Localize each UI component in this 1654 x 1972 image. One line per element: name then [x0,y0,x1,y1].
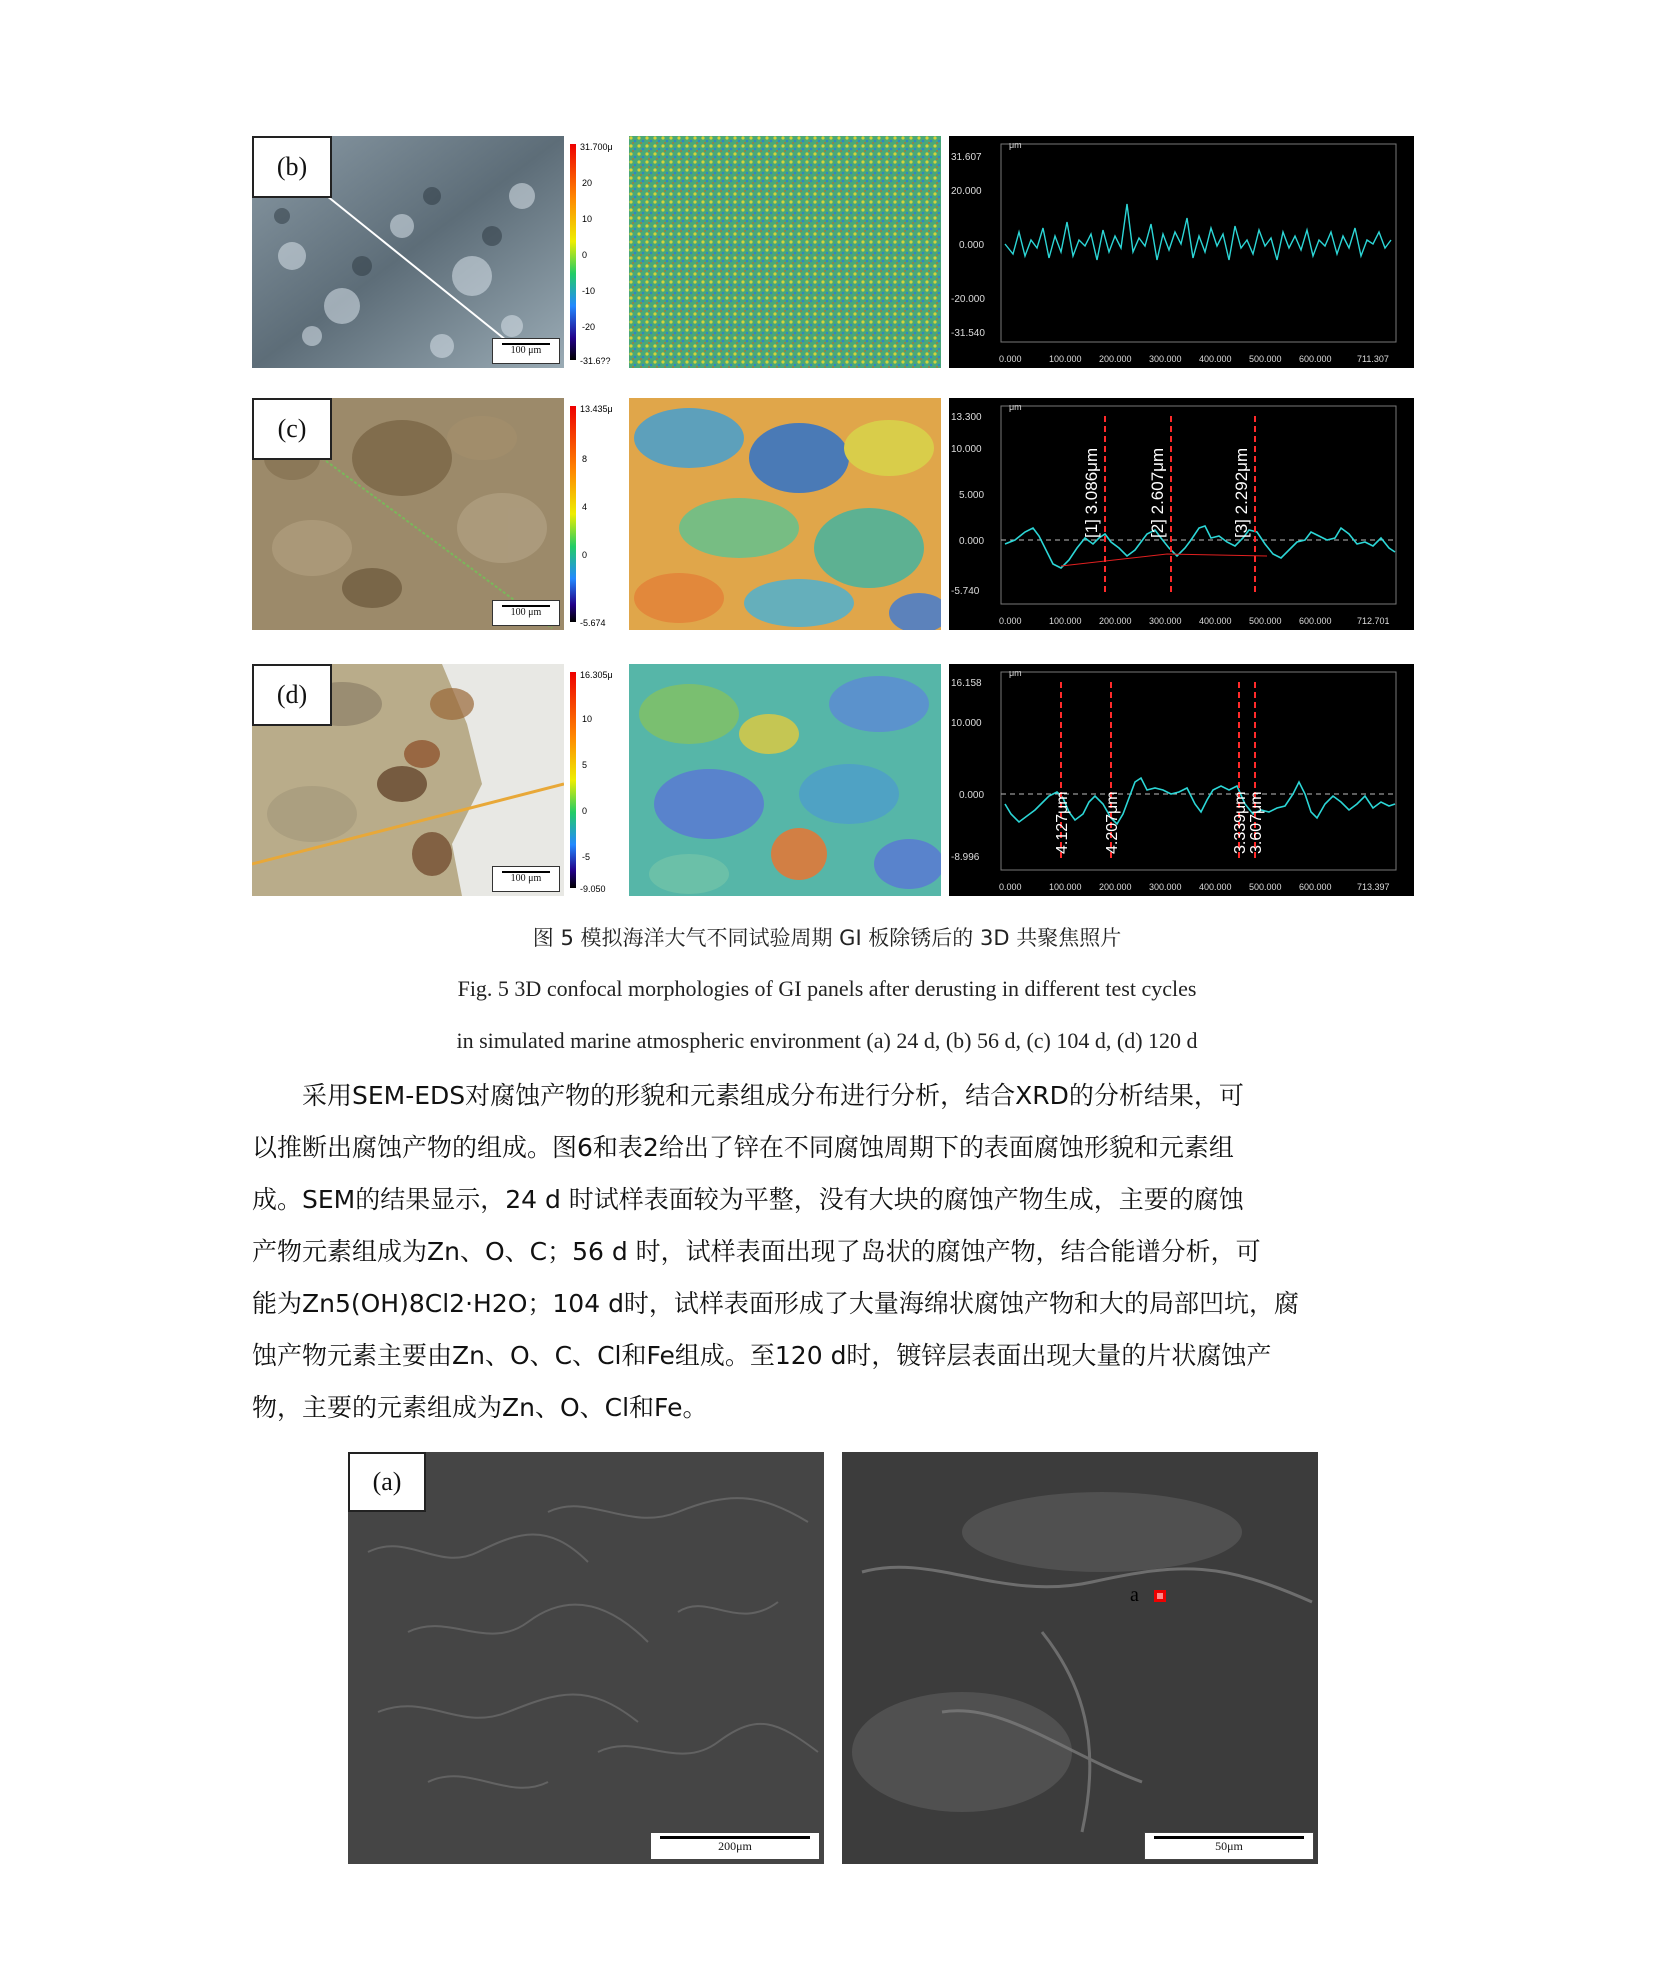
svg-text:711.307: 711.307 [1357,354,1389,364]
svg-text:8: 8 [582,454,588,464]
figure-caption-english-line1: Fig. 5 3D confocal morphologies of GI panels after derusting in different test cycles [457,976,1197,1001]
svg-text:0.000: 0.000 [959,790,985,801]
svg-text:713.397: 713.397 [1357,882,1390,892]
line-profile-chart [949,664,1414,896]
svg-text:100.000: 100.000 [1049,616,1082,626]
panel-label: (c) [252,398,332,460]
colorbar-top: 16.305μ [580,670,613,680]
paragraph-line: 采用SEM-EDS对腐蚀产物的形貌和元素组成分布进行分析，结合XRD的分析结果，可 [302,1081,1244,1110]
svg-text:μm: μm [1009,668,1022,678]
svg-text:200.000: 200.000 [1099,882,1132,892]
svg-text:100.000: 100.000 [1049,354,1082,364]
figure5-row-c [252,398,1414,630]
scale-bar: 50μm [1144,1832,1314,1860]
svg-text:0: 0 [582,550,588,560]
colorbar-bottom: -31.6?? [580,356,611,366]
colorbar-bottom: -5.674 [580,618,606,628]
figure5-row-d [252,664,1414,896]
paragraph-line: 物，主要的元素组成为Zn、O、Cl和Fe。 [252,1393,708,1422]
profile-annotation: 4.207μm [1104,791,1121,854]
svg-text:-5: -5 [582,852,591,862]
svg-text:600.000: 600.000 [1299,882,1332,892]
sem-image-high-mag [842,1452,1318,1864]
optical-micrograph [252,664,564,896]
svg-text:-20.000: -20.000 [951,294,985,305]
svg-text:0: 0 [582,250,588,260]
svg-text:-10: -10 [582,286,596,296]
panel-label: (b) [252,136,332,198]
panel-label: (d) [252,664,332,726]
svg-text:500.000: 500.000 [1249,354,1282,364]
scale-bar: 100 μm [492,866,560,892]
svg-text:31.607: 31.607 [951,152,982,163]
paragraph-line: 以推断出腐蚀产物的组成。图6和表2给出了锌在不同腐蚀周期下的表面腐蚀形貌和元素组 [252,1133,1234,1162]
svg-text:400.000: 400.000 [1199,354,1232,364]
paragraph-line: 产物元素组成为Zn、O、C；56 d 时，试样表面出现了岛状的腐蚀产物，结合能谱分析，可 [252,1237,1261,1266]
body-paragraph [252,1070,1414,1434]
line-profile-chart [949,398,1414,630]
svg-text:0.000: 0.000 [999,616,1022,626]
svg-text:5: 5 [582,760,588,770]
svg-text:500.000: 500.000 [1249,882,1282,892]
color-bar [568,664,624,896]
scale-bar: 200μm [650,1832,820,1860]
figure-caption-english-line2: in simulated marine atmospheric environment (a) 24 d, (b) 56 d, (c) 104 d, (d) 120 d [456,1028,1198,1053]
profile-annotation: [1] 3.086μm [1082,447,1101,538]
point-label: a [1130,1584,1139,1606]
svg-text:300.000: 300.000 [1149,882,1182,892]
svg-text:600.000: 600.000 [1299,354,1332,364]
paragraph-line: 蚀产物元素主要由Zn、O、C、Cl和Fe组成。至120 d时，镀锌层表面出现大量的片状腐蚀产 [252,1341,1272,1370]
colorbar-top: 31.700μ [580,142,613,152]
svg-text:μm: μm [1009,402,1022,412]
svg-text:100.000: 100.000 [1049,882,1082,892]
svg-text:0.000: 0.000 [959,240,985,251]
svg-text:200.000: 200.000 [1099,354,1132,364]
svg-text:0.000: 0.000 [959,536,985,547]
svg-text:400.000: 400.000 [1199,616,1232,626]
figure-caption-chinese: 图 5 模拟海洋大气不同试验周期 GI 板除锈后的 3D 共聚焦照片 [532,926,1122,950]
svg-text:-8.996: -8.996 [951,852,980,863]
paragraph-line: 能为Zn5(OH)8Cl2·H2O；104 d时，试样表面形成了大量海绵状腐蚀产物和大的局部凹坑，腐 [252,1289,1299,1318]
svg-text:10: 10 [582,714,593,724]
scale-bar: 100 μm [492,338,560,364]
analysis-point-marker [1154,1590,1166,1602]
svg-text:0.000: 0.000 [999,354,1022,364]
svg-text:600.000: 600.000 [1299,616,1332,626]
colorbar-bottom: -9.050 [580,884,606,894]
svg-text:400.000: 400.000 [1199,882,1232,892]
svg-text:4: 4 [582,502,588,512]
height-color-map [629,664,941,896]
svg-text:10.000: 10.000 [951,444,982,455]
svg-text:-20: -20 [582,322,596,332]
svg-text:20.000: 20.000 [951,186,982,197]
scale-bar: 100 μm [492,600,560,626]
svg-text:5.000: 5.000 [959,490,985,501]
svg-text:500.000: 500.000 [1249,616,1282,626]
profile-annotation: 3.607μm [1248,791,1265,854]
height-color-map [629,136,941,368]
svg-text:-5.740: -5.740 [951,586,980,597]
svg-text:712.701: 712.701 [1357,616,1390,626]
paragraph-line: 成。SEM的结果显示，24 d 时试样表面较为平整，没有大块的腐蚀产物生成，主要的腐蚀 [252,1185,1244,1214]
svg-text:10.000: 10.000 [951,718,982,729]
sem-image-low-mag [348,1452,824,1864]
line-profile-chart [949,136,1414,368]
optical-micrograph [252,136,564,368]
profile-annotation: 4.127μm [1054,791,1071,854]
colorbar-top: 13.435μ [580,404,613,414]
figure5-row-b [252,136,1414,368]
profile-annotation: [3] 2.292μm [1232,447,1251,538]
svg-text:0: 0 [582,806,588,816]
color-bar [568,136,624,368]
profile-annotation: [2] 2.607μm [1148,447,1167,538]
svg-text:16.158: 16.158 [951,678,982,689]
svg-text:20: 20 [582,178,593,188]
profile-annotation: 3.339μm [1232,791,1249,854]
svg-text:13.300: 13.300 [951,412,982,423]
optical-micrograph [252,398,564,630]
svg-text:200.000: 200.000 [1099,616,1132,626]
svg-text:-31.540: -31.540 [951,328,985,339]
color-bar [568,398,624,630]
svg-text:μm: μm [1009,140,1022,150]
height-color-map [629,398,941,630]
panel-label: (a) [348,1452,426,1512]
svg-text:10: 10 [582,214,593,224]
svg-text:300.000: 300.000 [1149,354,1182,364]
svg-text:0.000: 0.000 [999,882,1022,892]
svg-text:300.000: 300.000 [1149,616,1182,626]
